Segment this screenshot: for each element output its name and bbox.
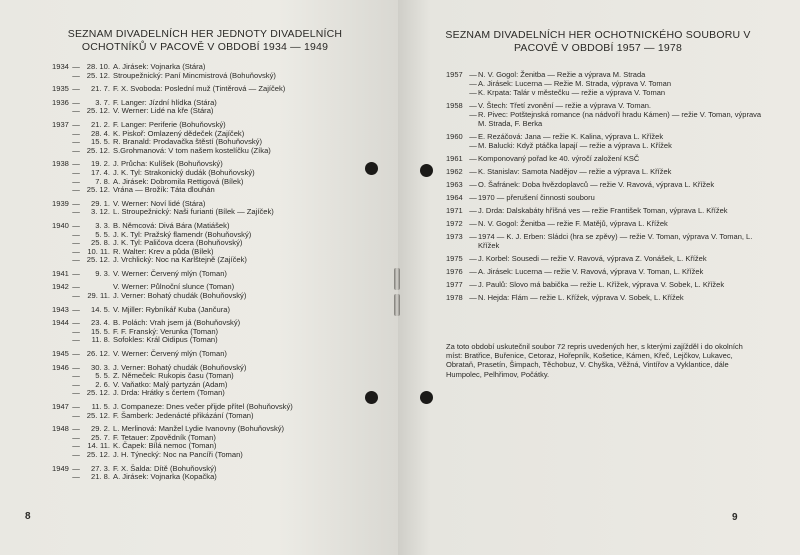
- play-year: 1947: [52, 402, 69, 411]
- dash: —: [72, 268, 80, 278]
- play-title: F. X. Šalda: Dítě (Bohuňovský): [113, 463, 217, 473]
- play-year: [52, 451, 72, 460]
- dash: —: [72, 371, 80, 381]
- season-block: [446, 70, 766, 97]
- play-row: [52, 186, 382, 195]
- dash: —: [72, 318, 80, 328]
- binding-hole: [420, 391, 433, 404]
- season-line: [446, 280, 766, 289]
- season-line: [446, 180, 766, 189]
- play-title: V. Mjiller: Rybníkář Kuba (Jančura): [113, 304, 231, 314]
- play-title: F. Šamberk: Jedenácté přikázání (Toman): [113, 410, 254, 420]
- play-title: F. X. Svoboda: Poslední muž (Tintěrová — Zajíček): [113, 84, 286, 94]
- right-page-number: 9: [732, 512, 738, 523]
- dash: —: [72, 472, 80, 482]
- play-date: 14. 11.: [87, 441, 110, 451]
- season-text: O. Šafránek: Doba hvězdoplavců — režie V. Ravová, výprava L. Křížek: [478, 180, 715, 189]
- season-text: M. Balucki: Když ptáčka lapají — režie a výprava L. Křížek: [478, 141, 672, 150]
- dash: —: [469, 206, 477, 215]
- season-year: 1961: [446, 154, 463, 163]
- play-date: 2. 6.: [95, 379, 110, 389]
- play-year: [52, 178, 72, 187]
- dash: —: [469, 70, 477, 79]
- play-title: J. K. Tyl: Paličova dcera (Bohuňovský): [113, 238, 243, 248]
- season-line: [446, 206, 766, 215]
- play-title: J. K. Tyl: Strakonický dudák (Bohuňovský): [113, 167, 255, 177]
- play-title: R. Walter: Krev a půda (Bílek): [113, 246, 214, 256]
- season-year: 1975: [446, 254, 463, 263]
- season-line: [446, 193, 766, 202]
- dash: —: [72, 167, 80, 177]
- dash: —: [72, 84, 80, 94]
- play-title: B. Polách: Vrah jsem já (Bohuňovský): [113, 318, 241, 328]
- play-year: 1945: [52, 349, 69, 359]
- play-row: [52, 292, 382, 301]
- season-year: 1977: [446, 280, 463, 289]
- play-title: Vrána — Brožík: Táta dlouhán: [113, 185, 215, 195]
- dash: —: [469, 101, 477, 110]
- play-title: L. Stroupežnický: Naši furianti (Bílek — Zajíček): [113, 207, 274, 217]
- season-text: J. Drda: Dalskabáty hříšná ves — režie František Toman, výprava L. Křížek: [478, 206, 728, 215]
- play-year: 1948: [52, 424, 69, 434]
- play-row: [52, 306, 382, 315]
- play-title: J. Companeze: Dnes večer přijde přítel (Bohuňovský): [113, 402, 293, 411]
- play-date: 25. 12.: [86, 388, 110, 398]
- dash: —: [72, 106, 80, 116]
- dash: —: [72, 441, 80, 451]
- left-page-title: SEZNAM DIVADELNÍCH HER JEDNOTY DIVADELNÍCH OCHOTNÍKŮ V PACOVĚ V OBDOBÍ 1934 — 1949: [67, 28, 343, 53]
- season-year: 1973: [446, 232, 463, 241]
- dash: —: [72, 137, 80, 147]
- play-title: V. Werner: Červený mlýn (Toman): [113, 268, 227, 278]
- left-page-number: 8: [25, 511, 31, 522]
- dash: —: [469, 254, 477, 263]
- season-block: [446, 206, 766, 215]
- dash: —: [469, 232, 477, 241]
- dash: —: [72, 145, 80, 155]
- play-title: Z. Němeček: Rukopis času (Toman): [113, 371, 234, 381]
- season-text: N. V. Gogol: Ženitba — Režie a výprava M. Strada: [478, 70, 646, 79]
- dash: —: [72, 119, 80, 129]
- play-date: 25. 12.: [86, 70, 110, 80]
- play-year: [52, 381, 72, 390]
- dash: —: [72, 388, 80, 398]
- play-date: 17. 4.: [91, 167, 110, 177]
- play-title: J. Verner: Bohatý chudák (Bohuňovský): [113, 362, 247, 372]
- season-block: [446, 101, 766, 128]
- play-date: 25. 12.: [86, 410, 110, 420]
- play-year: [52, 248, 72, 257]
- season-year: 1964: [446, 193, 463, 202]
- right-page-title: SEZNAM DIVADELNÍCH HER OCHOTNICKÉHO SOUBORU V PACOVĚ V OBDOBÍ 1957 — 1978: [445, 29, 751, 54]
- season-text: E. Rezáčová: Jana — režie K. Kalina, výprava L. Křížek: [478, 132, 664, 141]
- play-year: 1943: [52, 304, 69, 314]
- play-row: [52, 270, 382, 279]
- dash: —: [72, 185, 80, 195]
- play-title: V. Werner: Noví lidé (Stára): [113, 198, 206, 208]
- repris-note: Za toto období uskutečnil soubor 72 repris uvedených her, s kterými zajížděl i do okolních míst: Bratřice, Buřenice, Cetoraz, Hořepník, Košetice, Kámen, Křeč, Lejčkov, Lukavec, Obrataň, Prasetín, Šimpach, Těchobuz, V. Chyška, Věžná, Vintířov a Vyklantice, dále Humpolec, Pelhřimov, Počátky.: [446, 342, 743, 379]
- season-text: J. Korbel: Sousedi — režie V. Ravová, výprava Z. Vonášek, L. Křížek: [478, 254, 707, 263]
- season-text: 1970 — přerušení činnosti souboru: [478, 193, 595, 202]
- dash: —: [72, 128, 80, 138]
- season-block: [446, 180, 766, 189]
- play-date: 23. 4.: [91, 318, 110, 328]
- play-year: [52, 186, 72, 195]
- season-line: [446, 141, 766, 150]
- season-year: 1976: [446, 267, 463, 276]
- play-year: [52, 292, 72, 301]
- dash: —: [469, 293, 477, 302]
- play-date: 3. 7.: [95, 97, 110, 107]
- play-date: 15. 5.: [91, 326, 110, 336]
- play-year: [52, 434, 72, 443]
- season-year: 1958: [446, 101, 463, 110]
- dash: —: [469, 132, 477, 141]
- dash: —: [72, 424, 80, 434]
- dash: —: [72, 176, 80, 186]
- dash: —: [72, 349, 80, 359]
- play-date: 29. 2.: [91, 424, 110, 434]
- right-page: [398, 0, 800, 555]
- dash: —: [72, 255, 80, 265]
- play-year: 1942: [52, 282, 69, 292]
- left-page: [0, 0, 398, 555]
- play-date: 25. 8.: [91, 238, 110, 248]
- play-year: 1936: [52, 97, 69, 107]
- season-line: [446, 167, 766, 176]
- play-date: 11. 5.: [91, 402, 110, 411]
- play-date: 25. 12.: [86, 255, 110, 265]
- play-date: 25. 12.: [86, 145, 110, 155]
- dash: —: [72, 97, 80, 107]
- play-year: 1938: [52, 159, 69, 169]
- play-title: Stroupežnický: Paní Mincmistrová (Bohuňovský): [113, 70, 276, 80]
- dash: —: [72, 62, 80, 71]
- play-title: L. Merlinová: Manžel Lydie Ivanovny (Bohuňovský): [113, 424, 285, 434]
- play-year: 1946: [52, 362, 69, 372]
- season-year: 1971: [446, 206, 463, 215]
- season-text: 1974 — K. J. Erben: Sládci (hra se zpěvy) — režie V. Toman, výprava V. Toman, L. Křížek: [478, 232, 753, 250]
- right-play-list: [446, 70, 766, 306]
- play-title: F. Langer: Periferie (Bohuňovský): [113, 119, 226, 129]
- play-year: [52, 239, 72, 248]
- season-year: 1978: [446, 293, 463, 302]
- play-year: 1935: [52, 84, 69, 94]
- dash: —: [72, 229, 80, 239]
- play-date: 11. 8.: [91, 335, 110, 345]
- dash: —: [469, 110, 477, 119]
- play-date: 14. 5.: [91, 304, 110, 314]
- season-text: N. Hejda: Flám — režie L. Křížek, výprava V. Sobek, L. Křížek: [478, 293, 684, 302]
- season-line: [446, 79, 766, 88]
- dash: —: [469, 167, 477, 176]
- play-year: [52, 256, 72, 265]
- play-year: [52, 169, 72, 178]
- play-title: F. Langer: Jízdní hlídka (Stára): [113, 97, 217, 107]
- play-date: 5. 5.: [95, 229, 110, 239]
- season-year: 1963: [446, 180, 463, 189]
- play-year: [52, 231, 72, 240]
- season-year: 1960: [446, 132, 463, 141]
- play-date: 21. 8.: [91, 472, 110, 482]
- staple: [394, 294, 400, 316]
- play-date: 9. 3.: [95, 268, 110, 278]
- play-date: 28. 4.: [91, 128, 110, 138]
- binding-hole: [365, 391, 378, 404]
- season-line: [446, 88, 766, 97]
- season-year: [446, 110, 468, 128]
- play-row: [52, 389, 382, 398]
- play-title: V. Werner: Červený mlýn (Toman): [113, 349, 227, 359]
- staple: [394, 268, 400, 290]
- play-title: J. Vrchlický: Noc na Karlštejně (Zajíček): [113, 255, 247, 265]
- play-row: [52, 208, 382, 217]
- play-row: [52, 473, 382, 482]
- dash: —: [469, 219, 477, 228]
- play-year: [52, 208, 72, 217]
- season-year: 1957: [446, 70, 463, 79]
- play-title: K. Čapek: Bílá nemoc (Toman): [113, 441, 217, 451]
- play-year: [52, 328, 72, 337]
- dash: —: [72, 159, 80, 169]
- season-text: K. Krpata: Talár v městečku — režie a výprava V. Toman: [478, 88, 666, 97]
- season-text: N. V. Gogol: Ženitba — režie F. Matějů, výprava L. Křížek: [478, 219, 668, 228]
- dash: —: [72, 362, 80, 372]
- season-year: 1962: [446, 167, 463, 176]
- play-title: J. Průcha: Kulíšek (Bohuňovský): [113, 159, 223, 169]
- play-title: R. Branald: Prodavačka štěstí (Bohuňovský): [113, 137, 262, 147]
- season-year: [446, 141, 468, 150]
- play-year: [52, 389, 72, 398]
- play-year: [52, 442, 72, 451]
- dash: —: [72, 326, 80, 336]
- left-play-list: [52, 63, 382, 482]
- play-date: 25. 12.: [86, 449, 110, 459]
- season-block: [446, 254, 766, 263]
- play-row: [52, 72, 382, 81]
- play-date: 21. 2.: [91, 119, 110, 129]
- dash: —: [469, 267, 477, 276]
- dash: —: [72, 304, 80, 314]
- play-year: [52, 372, 72, 381]
- dash: —: [72, 449, 80, 459]
- season-line: [446, 254, 766, 263]
- play-date: 28. 10.: [86, 62, 110, 71]
- play-row: [52, 147, 382, 156]
- play-title: F. F. Franský: Verunka (Toman): [113, 326, 219, 336]
- season-block: [446, 154, 766, 163]
- play-title: K. Piskoř: Omlazený dědeček (Zajíček): [113, 128, 245, 138]
- season-year: [446, 88, 468, 97]
- season-block: [446, 167, 766, 176]
- play-title: A. Jirásek: Vojnarka (Kopačka): [113, 472, 217, 482]
- play-date: 3. 3.: [95, 220, 110, 230]
- season-text: R. Pivec: Potštejnská romance (na nádvoří hradu Kámen) — režie V. Toman, výprava M. Strada, F. Berka: [478, 110, 762, 128]
- play-year: 1939: [52, 198, 69, 208]
- dash: —: [469, 280, 477, 289]
- play-title: V. Vaňatko: Malý partyzán (Adam): [113, 379, 228, 389]
- play-title: J. K. Tyl: Pražský flamendr (Bohuňovský): [113, 229, 252, 239]
- season-line: [446, 101, 766, 110]
- play-title: A. Jirásek: Dobromila Rettigová (Bílek): [113, 176, 244, 186]
- play-title: S.Grohmanová: V tom našem kostelíčku (Zíka): [113, 145, 271, 155]
- dash: —: [469, 79, 477, 88]
- dash: —: [72, 402, 80, 411]
- play-date: 29. 11.: [87, 291, 110, 301]
- play-year: [52, 147, 72, 156]
- play-date: 25. 12.: [86, 106, 110, 116]
- play-title: Sofokles: Král Oidipus (Toman): [113, 335, 218, 345]
- dash: —: [72, 463, 80, 473]
- season-line: [446, 132, 766, 141]
- play-date: 25. 7.: [91, 432, 110, 442]
- season-block: [446, 293, 766, 302]
- season-line: [446, 232, 766, 250]
- play-row: [52, 107, 382, 116]
- play-year: 1937: [52, 119, 69, 129]
- play-date: 25. 12.: [86, 185, 110, 195]
- season-text: A. Jirásek: Lucerna — režie V. Ravová, výprava V. Toman, L. Křížek: [478, 267, 704, 276]
- dash: —: [72, 220, 80, 230]
- play-year: [52, 412, 72, 421]
- season-line: [446, 293, 766, 302]
- dash: —: [72, 335, 80, 345]
- play-year: [52, 130, 72, 139]
- dash: —: [72, 198, 80, 208]
- play-title: J. Drda: Hrátky s čertem (Toman): [113, 388, 225, 398]
- season-block: [446, 232, 766, 250]
- season-line: [446, 110, 766, 128]
- play-date: 30. 3.: [91, 362, 110, 372]
- dash: —: [72, 207, 80, 217]
- season-line: [446, 267, 766, 276]
- play-year: [52, 473, 72, 482]
- play-date: 15. 5.: [91, 137, 110, 147]
- play-year: 1949: [52, 463, 69, 473]
- play-year: [52, 72, 72, 81]
- play-row: [52, 350, 382, 359]
- play-title: F. Tetauer: Zpovědník (Toman): [113, 432, 216, 442]
- play-row: [52, 336, 382, 345]
- play-year: [52, 107, 72, 116]
- binding-hole: [420, 164, 433, 177]
- play-title: B. Němcová: Divá Bára (Matiášek): [113, 220, 230, 230]
- season-block: [446, 219, 766, 228]
- season-text: A. Jirásek: Lucerna — Režie M. Strada, výprava V. Toman: [478, 79, 672, 88]
- play-date: 7. 8.: [95, 176, 110, 186]
- play-date: 29. 1.: [91, 198, 110, 208]
- dash: —: [72, 410, 80, 420]
- season-block: [446, 267, 766, 276]
- play-row: [52, 256, 382, 265]
- play-row: [52, 412, 382, 421]
- dash: —: [72, 238, 80, 248]
- play-title: A. Jirásek: Vojnarka (Stára): [113, 62, 206, 71]
- play-title: V. Werner: Půlnoční slunce (Toman): [113, 282, 235, 292]
- binding-hole: [365, 162, 378, 175]
- dash: —: [72, 432, 80, 442]
- season-year: [446, 79, 468, 88]
- play-year: [52, 138, 72, 147]
- dash: —: [72, 246, 80, 256]
- season-line: [446, 70, 766, 79]
- play-year: 1934: [52, 62, 69, 71]
- season-block: [446, 280, 766, 289]
- season-text: Komponovaný pořad ke 40. výročí založení KSČ: [478, 154, 640, 163]
- dash: —: [469, 180, 477, 189]
- play-title: J. H. Týnecký: Noc na Pancíři (Toman): [113, 449, 243, 459]
- dash: —: [469, 141, 477, 150]
- play-date: 26. 12.: [86, 349, 110, 359]
- play-date: 5. 5.: [95, 371, 110, 381]
- season-line: [446, 154, 766, 163]
- play-row: [52, 451, 382, 460]
- play-date: 10. 11.: [87, 246, 110, 256]
- dash: —: [72, 282, 80, 292]
- season-block: [446, 193, 766, 202]
- season-text: V. Štech: Třetí zvonění — režie a výprava V. Toman.: [478, 101, 652, 110]
- dash: —: [72, 70, 80, 80]
- dash: —: [72, 379, 80, 389]
- play-year: 1940: [52, 220, 69, 230]
- season-line: [446, 219, 766, 228]
- season-text: J. Paulů: Slovo má babička — režie L. Křížek, výprava V. Sobek, L. Křížek: [478, 280, 725, 289]
- play-title: V. Werner: Lidé na kře (Stára): [113, 106, 214, 116]
- play-year: [52, 336, 72, 345]
- play-date: 21. 7.: [91, 84, 110, 94]
- play-date: 27. 3.: [91, 463, 110, 473]
- season-block: [446, 132, 766, 150]
- dash: —: [469, 193, 477, 202]
- play-year: 1944: [52, 318, 69, 328]
- play-year: 1941: [52, 268, 69, 278]
- play-date: 19. 2.: [91, 159, 110, 169]
- dash: —: [469, 154, 477, 163]
- season-text: K. Stanislav: Samota Nadějov — režie a výprava L. Křížek: [478, 167, 672, 176]
- season-year: 1972: [446, 219, 463, 228]
- dash: —: [72, 291, 80, 301]
- play-title: J. Verner: Bohatý chudák (Bohuňovský): [113, 291, 247, 301]
- play-row: [52, 85, 382, 94]
- play-date: 3. 12.: [91, 207, 110, 217]
- dash: —: [469, 88, 477, 97]
